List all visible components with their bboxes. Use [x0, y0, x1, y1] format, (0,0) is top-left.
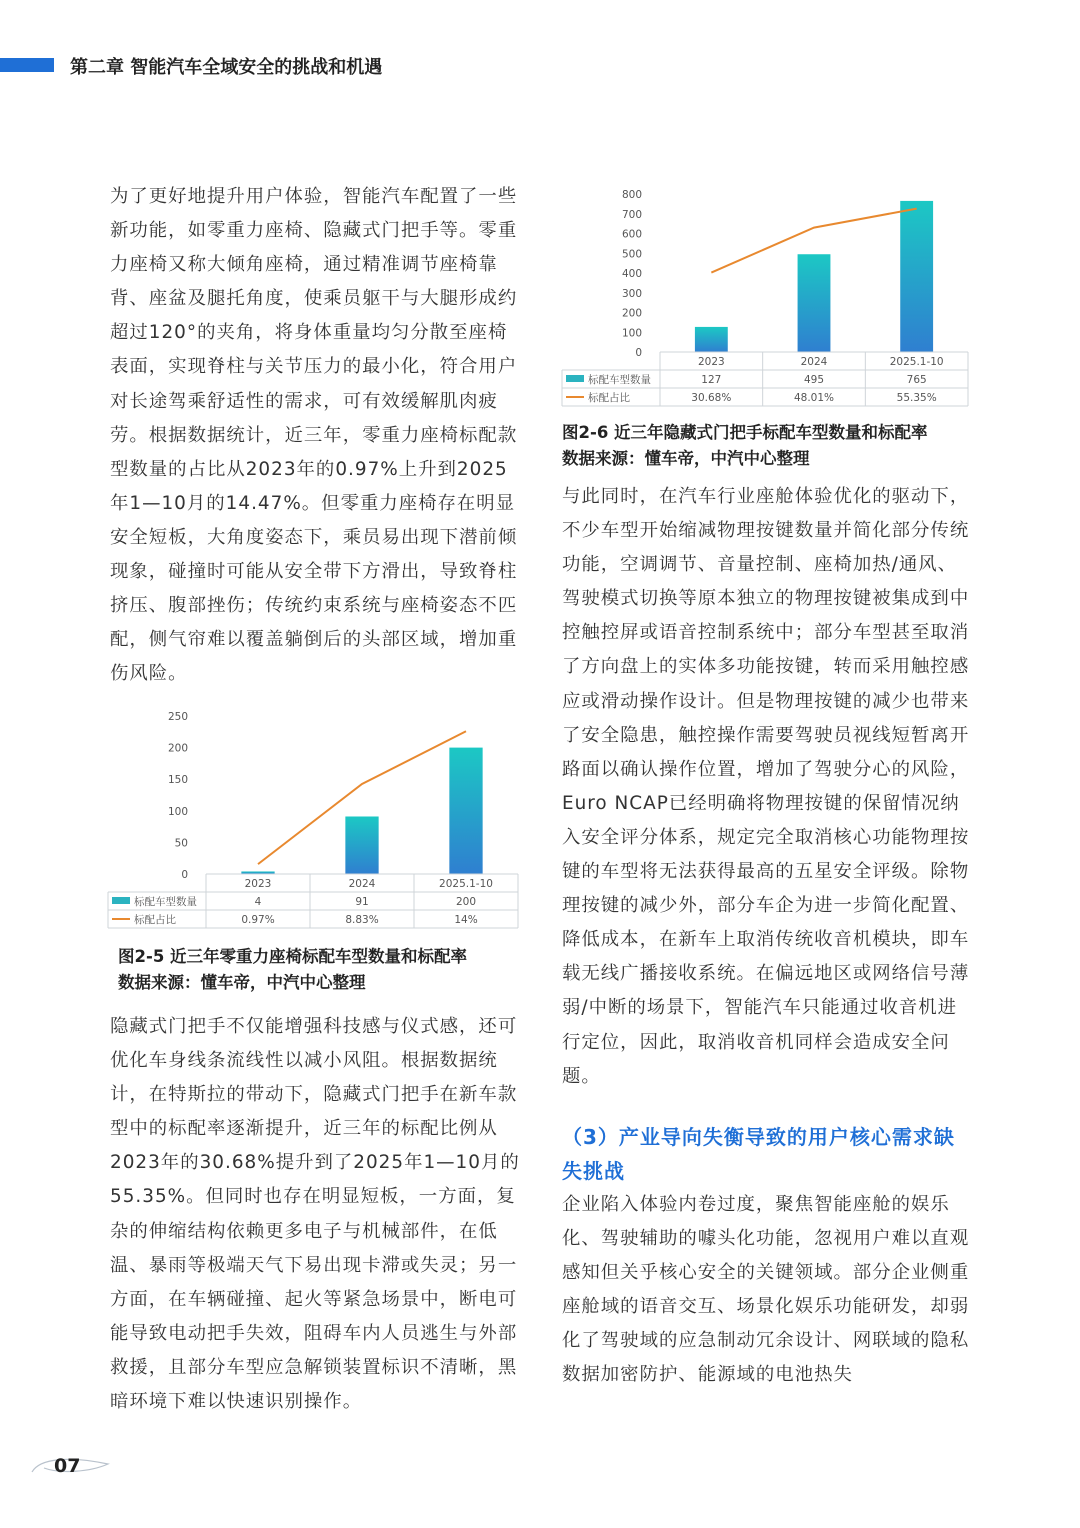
- paragraph-hidden-door-handle: 隐藏式门把手不仅能增强科技感与仪式感，还可优化车身线条流线性以减小风阻。根据数据统计，在特斯拉的带动下，隐藏式门把手在新车款型中的标配率逐渐提升，近三年的标配比例从2023年的30.68%提升到了2025年1—10月的55.35%。但同时也存在明显短板，一方面，复杂的伸缩结构依赖更多电子与机械部件，在低温、暴雨等极端天气下易出现卡滞或失灵；另一方面，在车辆碰撞、起火等紧急场景中，断电可能导致电动把手失效，阻碍车内人员逃生与外部救援，且部分车型应急解锁装置标识不清晰，黑暗环境下难以快速识别操作。: [110, 1016, 520, 1413]
- data-label-rate: 48.01%: [793, 392, 835, 404]
- figure-caption-2-6: [562, 420, 982, 472]
- y-tick-label: 0: [635, 347, 642, 359]
- figure-title: 图2-6 近三年隐藏式门把手标配车型数量和标配率: [562, 423, 928, 442]
- y-tick-label: 500: [621, 248, 642, 261]
- y-tick-label: 700: [621, 208, 642, 221]
- left-column-bottom: [110, 1010, 522, 1419]
- data-label-rate: 14%: [454, 914, 478, 926]
- figure-source: 数据来源：懂车帝，中汽中心整理: [118, 973, 366, 992]
- legend-label-rate: 标配占比: [134, 914, 176, 926]
- y-tick-label: 150: [167, 774, 188, 787]
- legend-swatch-count: [112, 897, 130, 904]
- legend-label-rate: 标配占比: [588, 392, 630, 404]
- x-tick-label: 2024: [800, 356, 828, 368]
- data-label-rate: 8.83%: [345, 914, 379, 926]
- bar-2025.1-10: [900, 201, 933, 352]
- bar-2025.1-10: [449, 748, 482, 874]
- data-label-count: 127: [701, 374, 722, 386]
- y-tick-label: 600: [621, 228, 642, 241]
- y-tick-label: 250: [167, 711, 188, 723]
- paragraph-physical-buttons: 与此同时，在汽车行业座舱体验优化的驱动下，不少车型开始缩减物理按键数量并简化部分传统功能，空调调节、音量控制、座椅加热/通风、驾驶模式切换等原本独立的物理按键被集成到中控触控屏或语音控制系统中；部分车型甚至取消了方向盘上的实体多功能按键，转而采用触控感应或滑动操作设计。但是物理按键的减少也带来了安全隐患，触控操作需要驾驶员视线短暂离开路面以确认操作位置，增加了驾驶分心的风险，Euro NCAP已经明确将物理按键的保留情况纳入安全评分体系，规定完全取消核心功能物理按键的车型将无法获得最高的五星安全评级。除物理按键的减少外，部分车企为进一步简化配置、降低成本，在新车上取消传统收音机模块，即车载无线广播接收系统。在偏远地区或网络信号薄弱/中断的场景下，智能汽车只能通过收音机进行定位，因此，取消收音机同样会造成安全问题。: [562, 486, 970, 1087]
- y-tick-label: 300: [621, 287, 642, 300]
- chart-zero-gravity-seat: [108, 704, 522, 934]
- chart-hidden-door-handle: [562, 182, 972, 410]
- x-tick-label: 2025.1-10: [889, 356, 944, 368]
- legend-swatch-count: [566, 375, 584, 382]
- y-tick-label: 200: [621, 307, 642, 320]
- y-tick-label: 200: [167, 742, 188, 755]
- y-tick-label: 800: [621, 189, 642, 201]
- x-tick-label: 2023: [697, 356, 725, 368]
- page-number: 07: [54, 1455, 81, 1477]
- bar-2024: [345, 816, 378, 874]
- right-column-bottom: [562, 1188, 974, 1393]
- chart-svg-zero-gravity-seat: [108, 704, 522, 934]
- figure-title: 图2-5 近三年零重力座椅标配车型数量和标配率: [118, 947, 468, 966]
- y-tick-label: 0: [181, 869, 188, 881]
- x-tick-label: 2023: [244, 878, 272, 890]
- data-label-rate: 0.97%: [241, 914, 275, 926]
- data-label-count: 765: [906, 374, 927, 386]
- header-accent-bar: [0, 58, 54, 72]
- y-tick-label: 50: [174, 837, 188, 850]
- data-label-count: 4: [254, 896, 262, 908]
- figure-caption-2-5: [118, 944, 538, 996]
- figure-source: 数据来源：懂车帝，中汽中心整理: [562, 449, 810, 468]
- left-column-top: [110, 180, 522, 691]
- x-tick-label: 2025.1-10: [439, 878, 493, 890]
- section-heading: （3）产业导向失衡导致的用户核心需求缺失挑战: [562, 1125, 955, 1183]
- data-label-rate: 30.68%: [691, 392, 732, 404]
- bar-2023: [695, 327, 728, 352]
- y-tick-label: 100: [621, 327, 642, 340]
- bar-2024: [798, 254, 831, 352]
- paragraph-core-needs: 企业陷入体验内卷过度，聚焦智能座舱的娱乐化、驾驶辅助的噱头化功能，忽视用户难以直观感知但关乎核心安全的关键领域。部分企业侧重座舱域的语音交互、场景化娱乐功能研发，却弱化了驾驶域的应急制动冗余设计、网联域的隐私数据加密防护、能源域的电池热失: [562, 1194, 970, 1386]
- legend-label-count: 标配车型数量: [588, 374, 651, 386]
- data-label-rate: 55.35%: [896, 392, 937, 404]
- data-label-count: 200: [455, 896, 477, 908]
- y-tick-label: 400: [621, 268, 642, 280]
- data-label-count: 495: [803, 374, 825, 386]
- paragraph-zero-gravity-seat: 为了更好地提升用户体验，智能汽车配置了一些新功能，如零重力座椅、隐藏式门把手等。零重力座椅又称大倾角座椅，通过精准调节座椅靠背、座盆及腿托角度，使乘员躯干与大腿形成约超过120°的夹角，将身体重量均匀分散至座椅表面，实现脊柱与关节压力的最小化，符合用户对长途驾乘舒适性的需求，可有效缓解肌肉疲劳。根据数据统计，近三年，零重力座椅标配款型数量的占比从2023年的0.97%上升到2025年1—10月的14.47%。但零重力座椅存在明显安全短板，大角度姿态下，乘员易出现下潜前倾现象，碰撞时可能从安全带下方滑出，导致脊柱挤压、腹部挫伤；传统约束系统与座椅姿态不匹配，侧气帘难以覆盖躺倒后的头部区域，增加重伤风险。: [110, 186, 518, 685]
- chapter-title: 第二章 智能汽车全域安全的挑战和机遇: [70, 57, 383, 78]
- right-column-top: [562, 480, 974, 1094]
- x-tick-label: 2024: [348, 878, 376, 890]
- data-label-count: 91: [355, 896, 369, 908]
- legend-label-count: 标配车型数量: [134, 896, 197, 908]
- y-tick-label: 100: [167, 805, 188, 818]
- chart-svg-hidden-door-handle: [562, 182, 972, 410]
